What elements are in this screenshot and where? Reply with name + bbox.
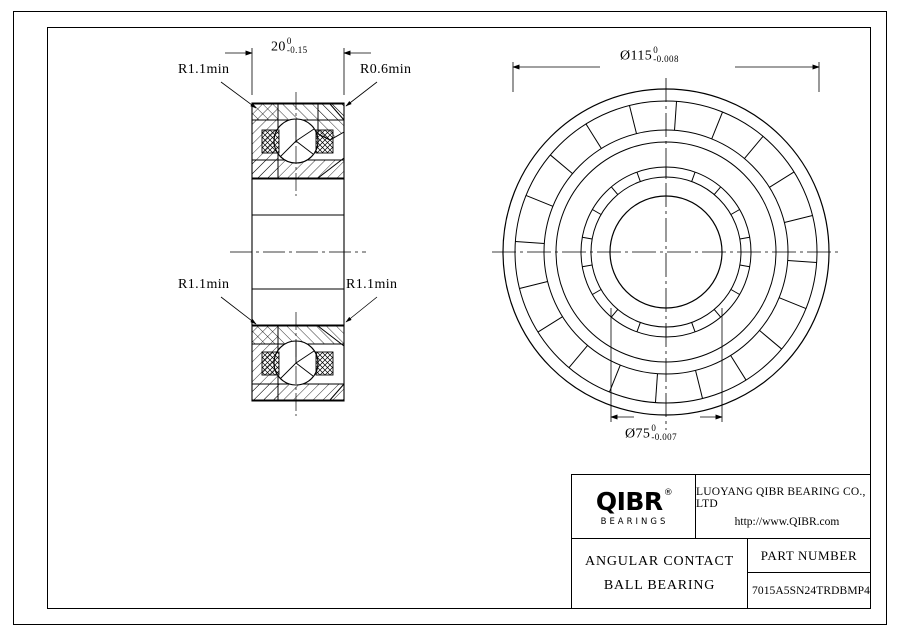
dimension-width: 20 0 -0.15: [271, 36, 308, 56]
logo-tagline: BEARINGS: [600, 516, 669, 527]
id-dimension: [611, 308, 722, 422]
section-view-group: [221, 48, 377, 416]
ball-pockets-outer: [515, 101, 816, 402]
part-number-value: 7015A5SN24TRDBMP4: [752, 585, 870, 597]
registered-trademark-icon: ®: [663, 488, 673, 499]
company-website[interactable]: http://www.QIBR.com: [734, 515, 840, 528]
part-number-label: PART NUMBER: [748, 539, 870, 573]
dimension-outer-diameter: Ø115 0 -0.008: [620, 45, 679, 65]
title-block-header: [572, 475, 870, 539]
note-r11min-bottom-right: R1.1min: [346, 277, 398, 292]
title-block-body: [572, 539, 870, 609]
company-logo: [572, 475, 696, 538]
title-block: [571, 474, 871, 609]
face-view-group: [492, 62, 842, 430]
part-number-cell: [748, 539, 870, 609]
note-r06min-top-right: R0.6min: [360, 62, 412, 77]
product-line-1: ANGULAR CONTACT: [585, 553, 734, 569]
company-name: LUOYANG QIBR BEARING CO., LTD: [696, 485, 866, 510]
company-info: [696, 475, 870, 538]
product-description: [572, 539, 748, 609]
logo-wordmark: QIBR®: [595, 486, 673, 516]
note-r11min-bottom-left: R1.1min: [178, 277, 230, 292]
dimension-inner-diameter: Ø75 0 -0.007: [625, 423, 677, 443]
product-line-2: BALL BEARING: [603, 578, 716, 593]
note-r11min-top-left: R1.1min: [178, 62, 230, 77]
